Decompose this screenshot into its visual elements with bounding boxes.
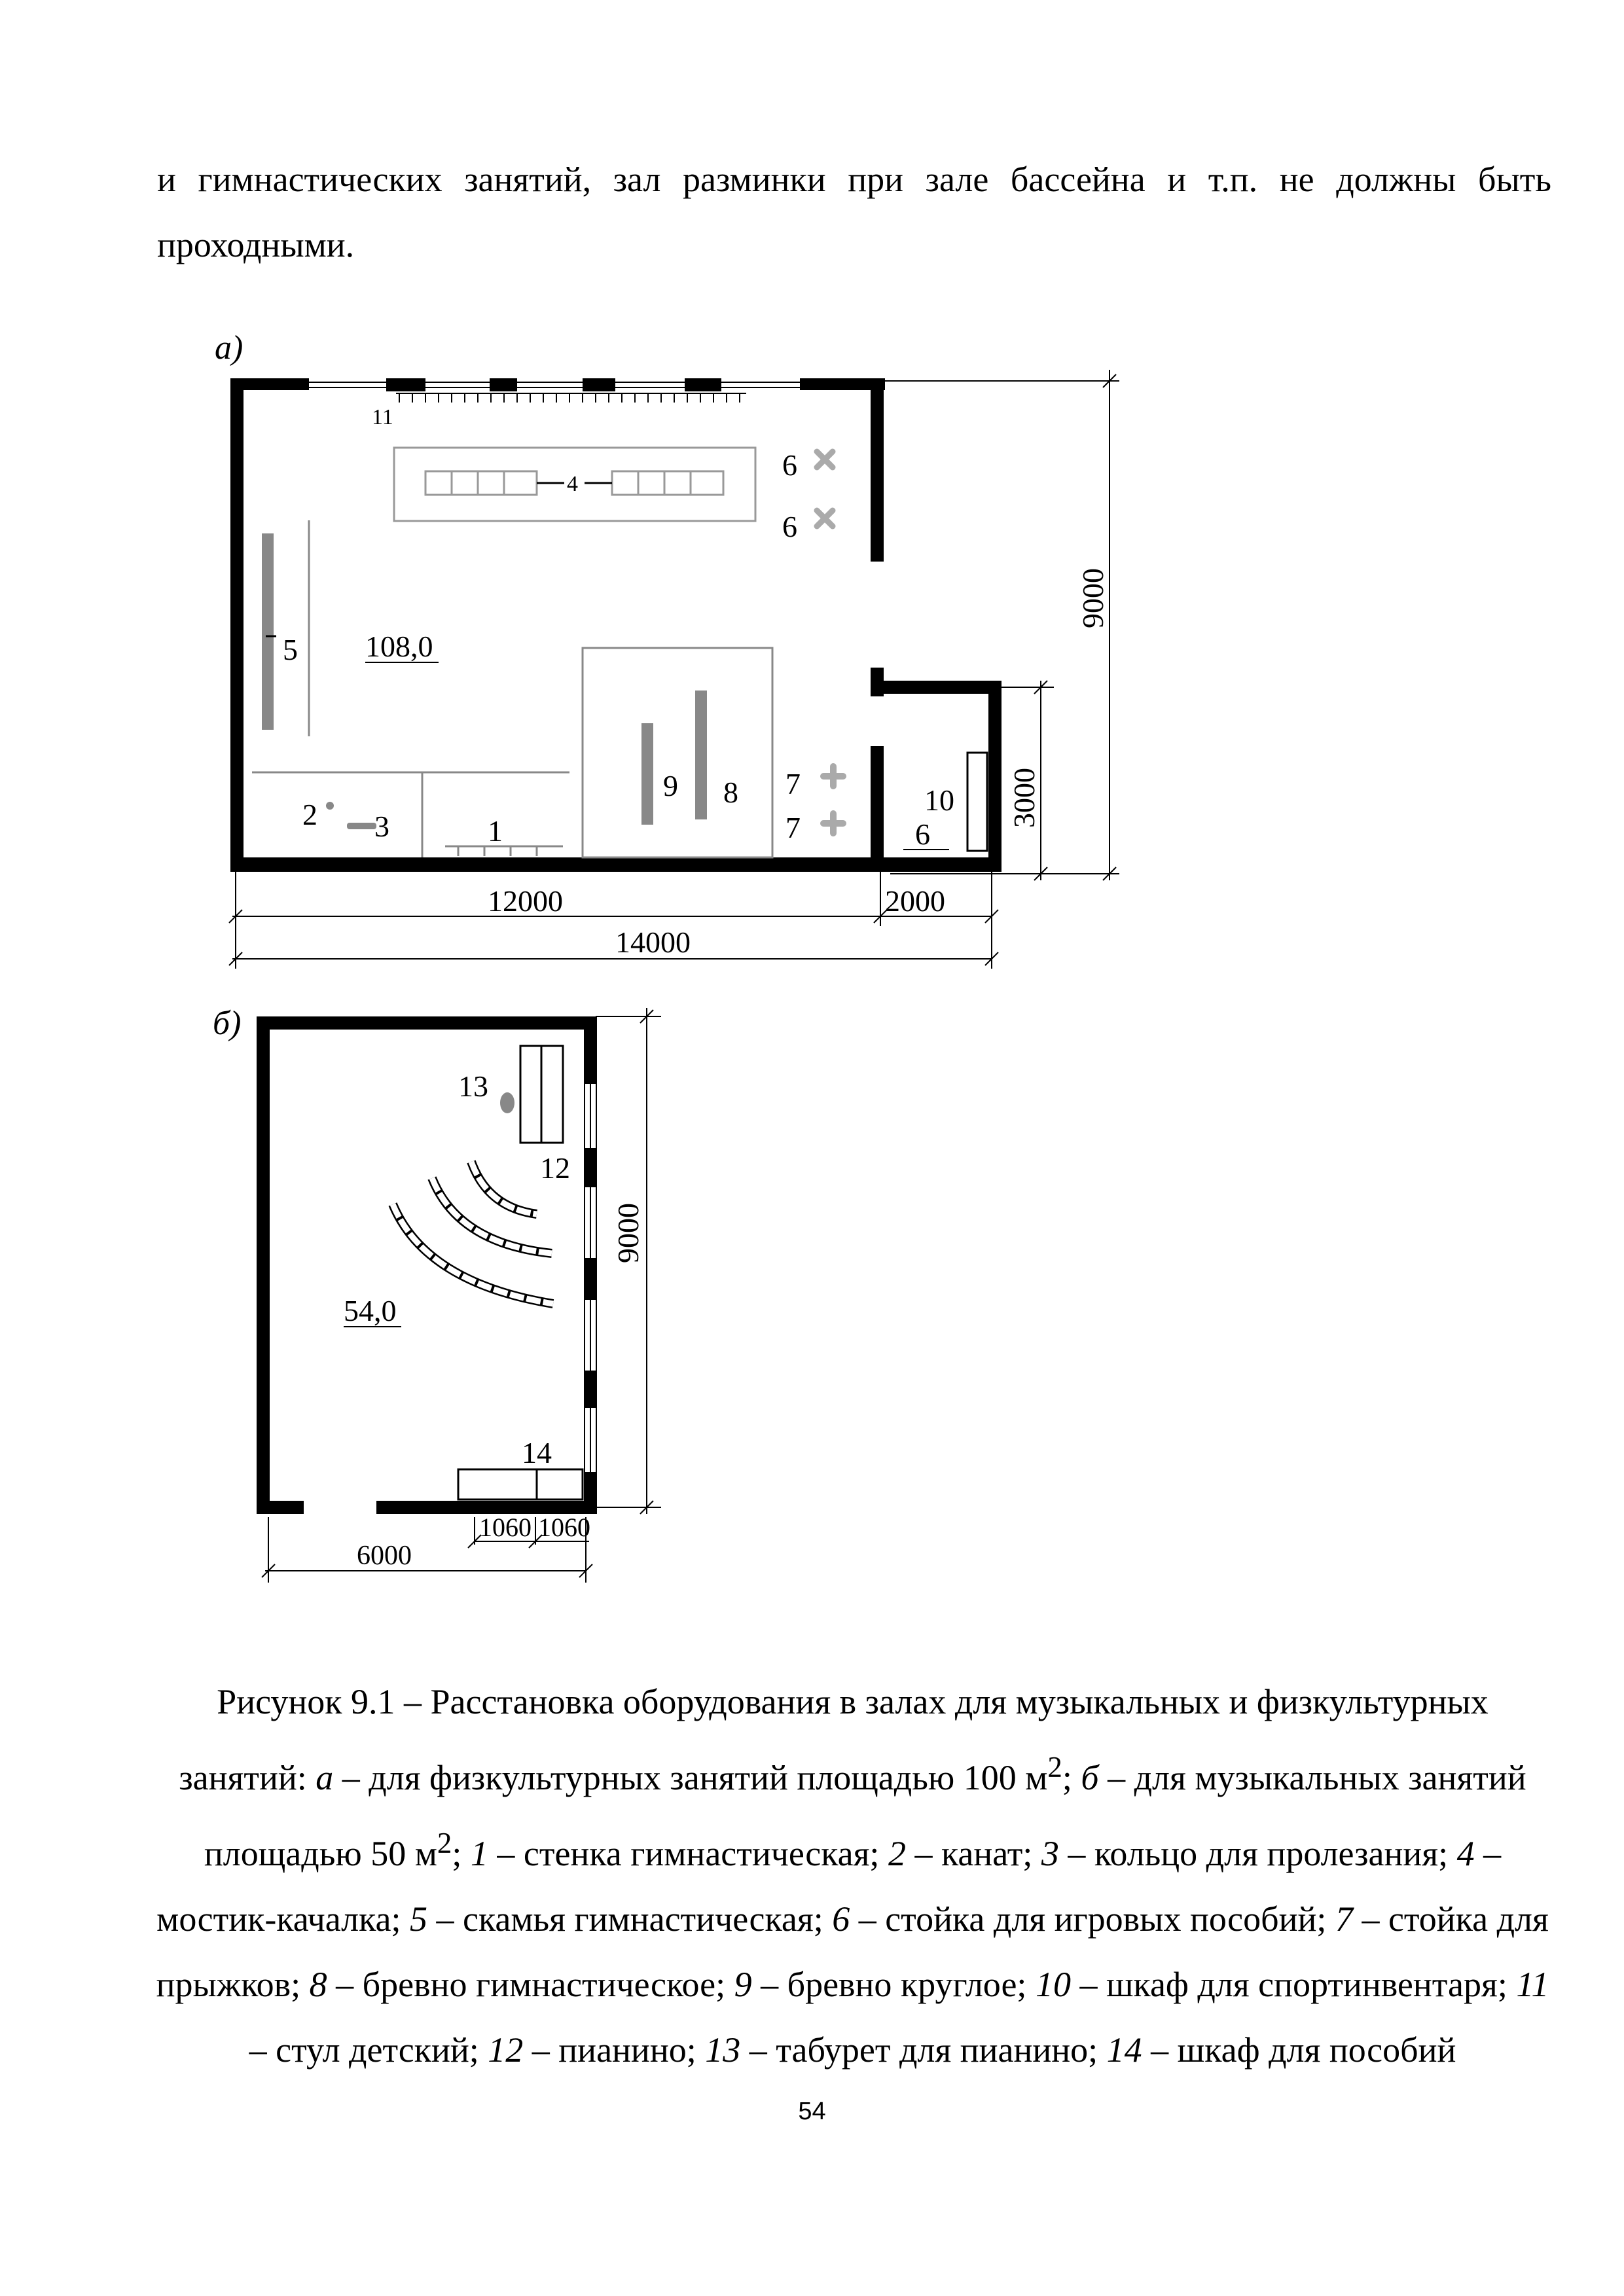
- round-beam-9: [641, 723, 653, 825]
- caption-num: 3: [1041, 1834, 1059, 1873]
- caption-num: 11: [1516, 1965, 1549, 2004]
- hoop-3: [347, 823, 376, 829]
- label-13: 13: [458, 1069, 488, 1103]
- label-4: 4: [567, 472, 578, 496]
- dim-width-total: 14000: [615, 925, 691, 959]
- dim-height-total: 9000: [1076, 568, 1110, 628]
- label-7b: 7: [785, 811, 801, 844]
- panel-a-windows: [309, 382, 800, 387]
- dim-height-annex: 3000: [1007, 768, 1041, 828]
- stand-6b-icon: [817, 511, 833, 526]
- jump-stand-7b-icon: [823, 814, 843, 833]
- caption-num: 2: [888, 1834, 906, 1873]
- caption-num: 7: [1335, 1899, 1353, 1939]
- caption-num: 1: [470, 1834, 488, 1873]
- caption-part: – стойка для игровых пособий;: [850, 1899, 1335, 1939]
- piano-12: [520, 1046, 563, 1143]
- dim-height-b: 9000: [611, 1203, 645, 1263]
- caption-part: – табурет для пианино;: [740, 2030, 1107, 2070]
- area-a: 108,0: [365, 630, 433, 663]
- caption-num: 12: [488, 2030, 524, 2070]
- page-number: 54: [798, 2098, 826, 2125]
- panel-a-zoning: [252, 648, 772, 857]
- caption-num: 9: [734, 1965, 752, 2004]
- dim-width-b: 6000: [357, 1541, 412, 1571]
- caption-part: – бревно гимнастическое;: [327, 1965, 734, 2004]
- caption-num: 13: [705, 2030, 741, 2070]
- intro-paragraph: и гимнастических занятий, зал разминки при зале бассейна и т.п. не должны быть проходными.: [157, 160, 1551, 264]
- caption-part: – мостик-качалка;: [156, 1834, 1502, 1939]
- label-9: 9: [663, 769, 678, 802]
- stool-13: [500, 1092, 514, 1113]
- caption-part: – шкаф для спортинвентаря;: [1070, 1965, 1517, 2004]
- caption-part: – пианино;: [523, 2030, 706, 2070]
- caption-sup: 2: [437, 1827, 452, 1859]
- caption-part: – скамья гимнастическая;: [427, 1899, 833, 1939]
- caption-part: – канат;: [905, 1834, 1041, 1873]
- caption-letter-b: б: [1081, 1758, 1099, 1797]
- caption-num: 4: [1456, 1834, 1475, 1873]
- caption-num: 8: [309, 1965, 327, 2004]
- chair-row-11: [396, 393, 746, 403]
- caption-num: 14: [1106, 2030, 1142, 2070]
- panel-a-label: а): [215, 329, 244, 367]
- label-5: 5: [283, 633, 298, 666]
- caption-part: – стул детский;: [249, 2030, 488, 2070]
- dim-width-main: 12000: [488, 884, 563, 918]
- label-6c: 6: [915, 817, 930, 851]
- caption-num: 5: [410, 1899, 427, 1939]
- wall-bars-1: [445, 846, 563, 856]
- beam-8: [695, 691, 707, 819]
- caption-part: – для музыкальных занятий площадью 50 м: [204, 1758, 1526, 1873]
- dim-door-b: 1060: [538, 1513, 590, 1542]
- caption-num: 10: [1035, 1965, 1071, 2004]
- jump-stand-7a-icon: [823, 766, 843, 786]
- figure-caption: [154, 1669, 1551, 2083]
- caption-part: ;: [1062, 1758, 1081, 1797]
- caption-num: 6: [832, 1899, 850, 1939]
- rope-2: [326, 802, 334, 810]
- panel-a-walls: [230, 378, 1001, 872]
- label-6a: 6: [782, 448, 797, 482]
- dim-width-annex: 2000: [885, 884, 945, 918]
- caption-part: ;: [452, 1834, 471, 1873]
- dim-door-a: 1060: [479, 1513, 532, 1542]
- panel-b: [213, 1005, 661, 1583]
- area-b: 54,0: [344, 1294, 397, 1327]
- caption-part: – кольцо для пролезания;: [1058, 1834, 1457, 1873]
- bench-5: [262, 520, 309, 736]
- panel-a-dimensions: [229, 370, 1119, 969]
- caption-part: Рисунок 9.1 – Расстановка оборудования в залах для музыкальных и физкультурных занятий:: [179, 1682, 1489, 1797]
- label-11: 11: [372, 405, 393, 429]
- stand-6a-icon: [817, 452, 833, 467]
- label-10: 10: [924, 783, 954, 817]
- panel-a: [215, 329, 1119, 969]
- cabinet-14: [458, 1469, 583, 1499]
- caption-part: – бревно круглое;: [751, 1965, 1036, 2004]
- label-8: 8: [723, 776, 738, 809]
- caption-part: – для физкультурных занятий площадью 100 м: [333, 1758, 1048, 1797]
- caption-sup: 2: [1047, 1751, 1062, 1784]
- label-3: 3: [374, 810, 389, 843]
- caption-part: – шкаф для пособий: [1142, 2030, 1456, 2070]
- cabinet-10: [967, 753, 987, 851]
- caption-letter-a: а: [316, 1758, 334, 1797]
- caption-part: – стенка гимнастическая;: [488, 1834, 888, 1873]
- label-1: 1: [488, 814, 503, 848]
- caption-part: – стойка для прыжков;: [156, 1899, 1549, 2004]
- label-6b: 6: [782, 510, 797, 543]
- label-14: 14: [522, 1436, 552, 1469]
- label-2: 2: [302, 798, 317, 831]
- label-7a: 7: [785, 767, 801, 800]
- label-12: 12: [540, 1151, 570, 1185]
- panel-b-label: б): [213, 1005, 242, 1042]
